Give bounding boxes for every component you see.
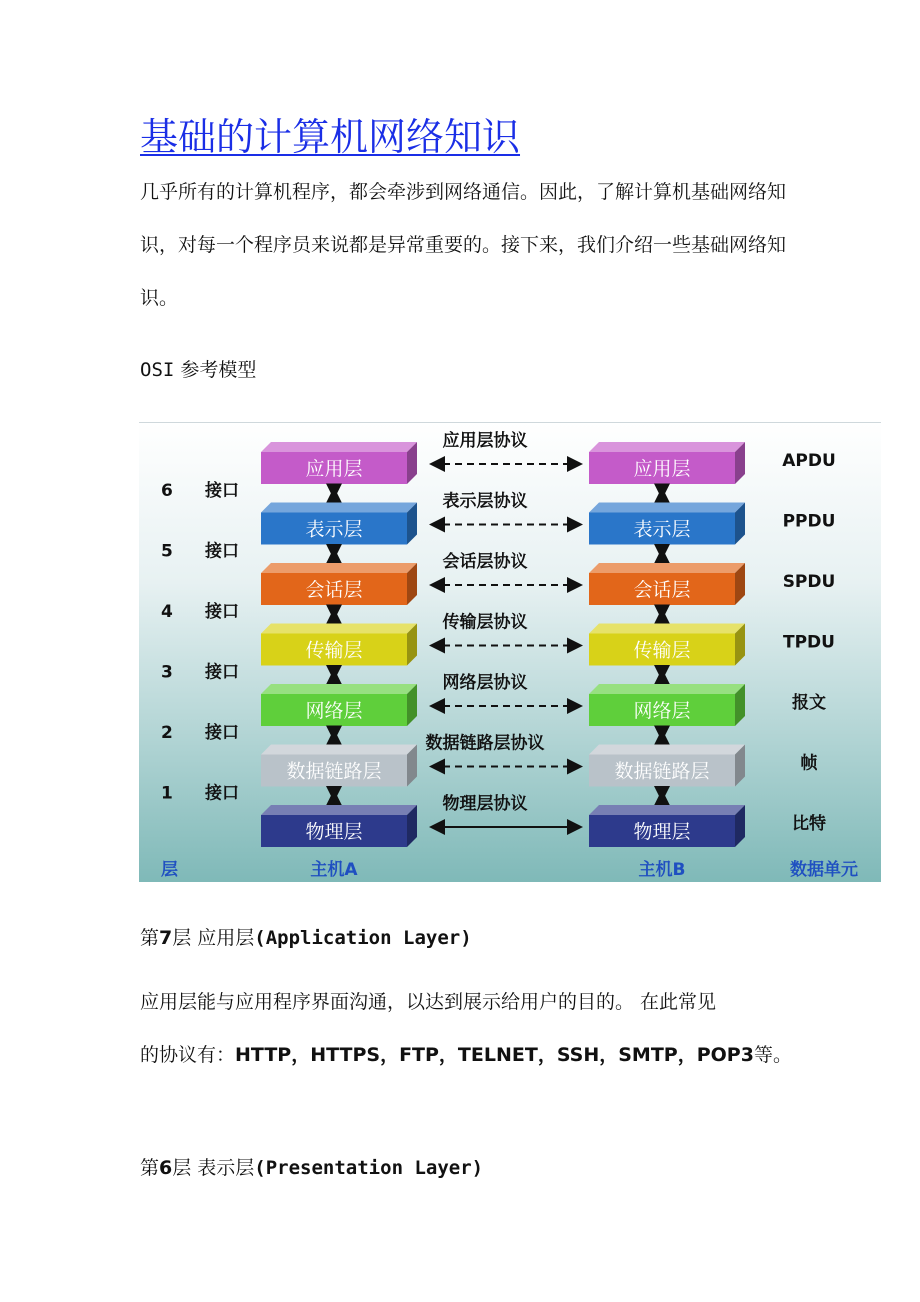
section7-prefix: 第 bbox=[140, 927, 160, 949]
osi-model-diagram bbox=[139, 422, 881, 882]
host-a-layer-box bbox=[261, 805, 417, 847]
layer-name-label: 网络层 bbox=[305, 700, 363, 722]
host-b-layer-box bbox=[589, 684, 745, 726]
layer-box-top bbox=[261, 684, 417, 694]
layer-box-top bbox=[589, 503, 745, 513]
layer-box-top bbox=[589, 684, 745, 694]
intro-paragraph: 几乎所有的计算机程序，都会牵涉到网络通信。因此，了解计算机基础网络知识，对每一个程序员来说都是异常重要的。接下来，我们介绍一些基础网络知识。 bbox=[140, 181, 787, 309]
layer-name-label: 物理层 bbox=[633, 821, 691, 843]
host-b-layer-box bbox=[589, 503, 745, 545]
interface-label: 接口 bbox=[205, 662, 239, 683]
section6-title: 层 表示层 bbox=[172, 1157, 255, 1179]
protocol-label: 表示层协议 bbox=[442, 491, 528, 512]
interface-number: 4 bbox=[161, 602, 173, 622]
host-b-layer-box bbox=[589, 624, 745, 666]
protocol-label: 应用层协议 bbox=[442, 431, 528, 451]
layer-box-top bbox=[589, 442, 745, 452]
interface-label: 接口 bbox=[205, 602, 239, 622]
host-a-layer-box bbox=[261, 503, 417, 545]
interface-label: 接口 bbox=[205, 723, 239, 743]
layer-box-top bbox=[261, 442, 417, 452]
osi-heading bbox=[140, 356, 256, 384]
interface-label: 接口 bbox=[205, 541, 239, 562]
page-title-link[interactable]: 基础的计算机网络知识 bbox=[140, 115, 521, 159]
data-unit-label: PPDU bbox=[782, 511, 836, 532]
interface-number: 5 bbox=[161, 541, 173, 562]
section7-heading bbox=[140, 924, 472, 952]
layer-name-label: 会话层 bbox=[305, 579, 363, 601]
interface-number: 3 bbox=[161, 662, 173, 683]
protocol-label: 会话层协议 bbox=[442, 552, 528, 572]
data-unit-label: 比特 bbox=[792, 814, 826, 834]
layer-box-top bbox=[589, 805, 745, 815]
osi-heading-text: 参考模型 bbox=[174, 359, 257, 381]
layer-name-label: 数据链路层 bbox=[614, 760, 710, 783]
data-unit-label: 帧 bbox=[800, 753, 818, 774]
protocol-label: 网络层协议 bbox=[442, 673, 528, 693]
footer-unit-col: 数据单元 bbox=[790, 860, 858, 880]
section6-prefix: 第 bbox=[140, 1157, 160, 1179]
layer-name-label: 数据链路层 bbox=[286, 760, 382, 783]
layer-box-top bbox=[261, 624, 417, 634]
data-unit-label: 报文 bbox=[792, 693, 826, 713]
layer-box-top bbox=[261, 805, 417, 815]
interface-number: 2 bbox=[161, 723, 173, 743]
layer-name-label: 会话层 bbox=[633, 579, 691, 601]
data-unit-label: APDU bbox=[782, 451, 836, 471]
section7-num: 7 bbox=[159, 927, 173, 949]
layer-name-label: 应用层 bbox=[305, 458, 363, 480]
layer-name-label: 表示层 bbox=[633, 518, 691, 541]
host-a-layer-box bbox=[261, 745, 417, 787]
section6-heading bbox=[140, 1154, 483, 1182]
host-b-layer-box bbox=[589, 563, 745, 605]
section7-english: (Application Layer) bbox=[254, 927, 472, 949]
section7-line2-prefix: 的协议有： bbox=[140, 1044, 236, 1066]
layer-name-label: 网络层 bbox=[633, 700, 691, 722]
layer-box-top bbox=[261, 503, 417, 513]
protocol-label: 数据链路层协议 bbox=[425, 733, 545, 754]
interface-label: 接口 bbox=[205, 783, 239, 804]
section6-num: 6 bbox=[159, 1157, 173, 1179]
host-b-layer-box bbox=[589, 805, 745, 847]
host-b-layer-box bbox=[589, 745, 745, 787]
section7-line1: 应用层能与应用程序界面沟通，以达到展示给用户的目的。 在此常见 bbox=[140, 991, 717, 1013]
host-a-layer-box bbox=[261, 684, 417, 726]
protocol-label: 物理层协议 bbox=[442, 794, 528, 814]
layer-name-label: 表示层 bbox=[305, 518, 363, 541]
section7-line2-suffix: 等。 bbox=[753, 1044, 792, 1066]
layer-name-label: 传输层 bbox=[633, 639, 691, 662]
host-b-layer-box bbox=[589, 442, 745, 484]
footer-host-a: 主机A bbox=[310, 860, 358, 880]
host-a-layer-box bbox=[261, 624, 417, 666]
layer-box-top bbox=[261, 745, 417, 755]
layer-box-top bbox=[261, 563, 417, 573]
layer-box-top bbox=[589, 624, 745, 634]
interface-number: 6 bbox=[161, 481, 173, 501]
layer-name-label: 应用层 bbox=[633, 458, 691, 480]
layer-box-top bbox=[589, 563, 745, 573]
section7-protocols: HTTP，HTTPS，FTP，TELNET，SSH，SMTP，POP3 bbox=[235, 1044, 754, 1066]
osi-diagram-svg bbox=[139, 422, 881, 882]
interface-number: 1 bbox=[161, 783, 173, 804]
protocol-label: 传输层协议 bbox=[442, 612, 528, 633]
section7-body bbox=[140, 976, 840, 1082]
section6-english: (Presentation Layer) bbox=[254, 1157, 484, 1179]
layer-name-label: 传输层 bbox=[305, 639, 363, 662]
host-a-layer-box bbox=[261, 442, 417, 484]
interface-label: 接口 bbox=[205, 481, 239, 501]
footer-layer-col: 层 bbox=[161, 860, 178, 880]
footer-host-b: 主机B bbox=[638, 860, 686, 880]
data-unit-label: SPDU bbox=[782, 572, 836, 592]
layer-box-top bbox=[589, 745, 745, 755]
data-unit-label: TPDU bbox=[783, 632, 835, 653]
section7-title: 层 应用层 bbox=[172, 927, 255, 949]
host-a-layer-box bbox=[261, 563, 417, 605]
osi-heading-latin: OSI bbox=[140, 359, 175, 381]
layer-name-label: 物理层 bbox=[305, 821, 363, 843]
section7-line2 bbox=[140, 1029, 840, 1082]
